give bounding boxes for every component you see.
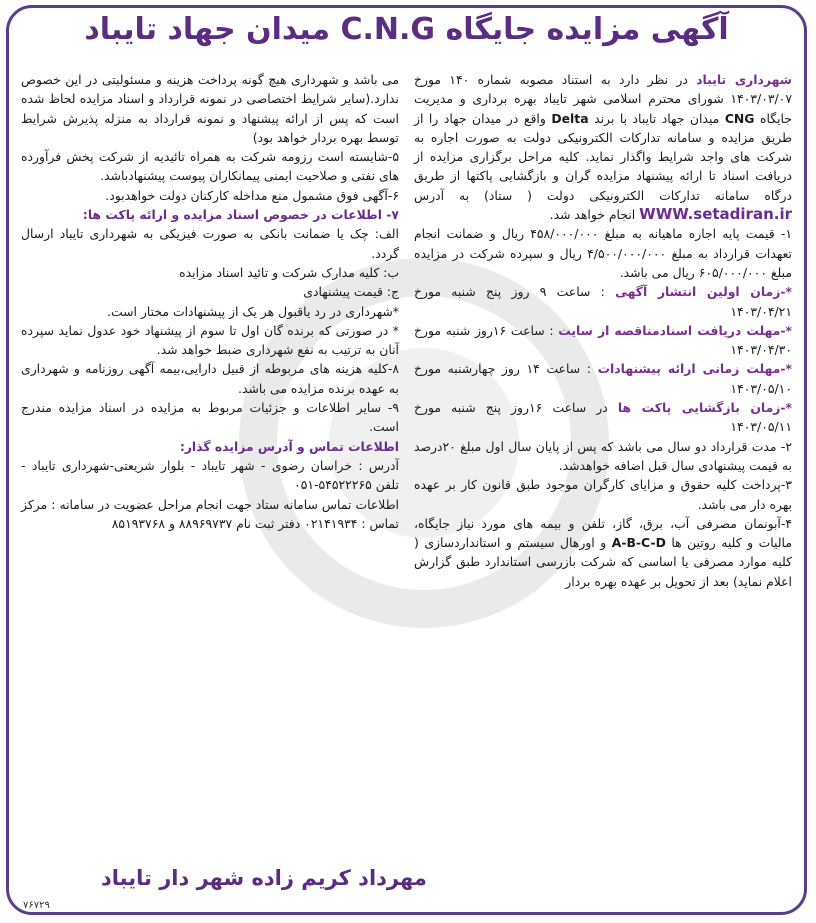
title-part2: میدان جهاد تایباد <box>84 12 331 47</box>
docs-deadline: *-مهلت دریافت اسنادمناقصه از سایت : ساعت ۱۶روز شنبه مورخ ۱۴۰۳/۰۴/۳۰ <box>414 322 792 358</box>
item-4-continued: می باشد و شهرداری هیچ گونه پرداخت هزینه و مسئولیتی در این خصوص ندارد.(سایر شرایط اختصاصی در نمونه قرارداد و اسناد مزایده لحاظ شده است که پس از ارائه پیشنهاد و نمونه قرارداد به منزله پذیرش شرایط توسط بهره بردار خواهد بود) <box>21 72 399 145</box>
item-6: ۶-آگهی فوق مشمول منع مداخله کارکنان دولت خواهدبود. <box>105 187 399 203</box>
item-4: ۴-آبونمان مصرفی آب، برق، گاز، تلفن و بیمه های مورد نیاز جایگاه، مالیات و کلیه روتین ها A-B-C-D و اورهال سیستم و استانداردسازی ( کلیه موارد مصرفی یا اساسی که شرکت بازرسی استاندارد طبق گزارش اعلام نماید) بعد از تحویل بر عهده بهره بردار <box>414 515 792 589</box>
item-7-c: ج: قیمت پیشنهادی <box>303 284 399 300</box>
left-column <box>21 70 399 533</box>
opening-time: *-زمان بازگشایی پاکت ها در ساعت ۱۶روز پنج شنبه مورخ ۱۴۰۳/۰۵/۱۱ <box>414 400 792 435</box>
note-2: * در صورتی که برنده گان اول تا سوم از پیشنهاد خود عدول نماید سپرده آنان به ترتیب به نفع شهرداری ضبط خواهد شد. <box>21 322 399 358</box>
address: آدرس : خراسان رضوی - شهر تایباد - بلوار شریعتی-شهرداری تایباد - تلفن ۵۴۵۲۲۲۶۵-۰۵۱ <box>21 457 399 493</box>
item-9: ۹- سایر اطلاعات و جزئیات مربوط به مزایده در اسناد مزایده مندرج است. <box>21 400 399 435</box>
setad-link[interactable]: WWW.setadiran.ir <box>639 205 792 224</box>
page-title <box>9 12 804 47</box>
item-1: ۱- قیمت پایه اجاره ماهیانه به مبلغ ۴۵۸/۰۰۰/۰۰۰ ریال و ضمانت انجام تعهدات قرارداد به مبلغ ۴/۵۰۰/۰۰۰/۰۰۰ ریال و سپرده شرکت در مزایده مبلغ ۶۰۵/۰۰۰/۰۰۰ ریال می باشد. <box>414 226 792 280</box>
notice-code: ۷۶۷۲۹ <box>23 900 50 911</box>
item-7-title: ۷- اطلاعات در خصوص اسناد مزایده و ارائه پاکت ها: <box>82 207 399 223</box>
contact-title: اطلاعات تماس و آدرس مزایده گذار: <box>179 438 399 454</box>
contact-info: اطلاعات تماس سامانه ستاد جهت انجام مراحل عضویت در سامانه : مرکز تماس : ۰۲۱۴۱۹۳۴ دفتر ثبت نام ۸۸۹۶۹۷۳۷ و ۸۵۱۹۳۷۶۸ <box>21 496 399 531</box>
item-8: ۸-کلیه هزینه های مربوطه از قبیل دارایی،بیمه آگهی روزنامه و شهرداری به عهده برنده مزایده می باشد. <box>21 361 399 396</box>
item-2: ۲- مدت قرارداد دو سال می باشد که پس از پایان سال اول مبلغ ۲۰درصد به قیمت پیشنهادی سال قبل اضافه خواهدشد. <box>414 438 792 473</box>
publish-time: *-زمان اولین انتشار آگهی : ساعت ۹ روز پنج شنبه مورخ ۱۴۰۳/۰۴/۲۱ <box>414 284 792 319</box>
offer-deadline: *-مهلت زمانی ارائه پیشنهادات : ساعت ۱۴ روز چهارشنبه مورخ ۱۴۰۳/۰۵/۱۰ <box>414 361 792 396</box>
title-part1: آگهی مزایده جایگاه <box>445 12 729 47</box>
note-1: *شهرداری در رد یاقبول هر یک از پیشنهادات مختار است. <box>107 303 399 319</box>
right-column <box>414 70 792 591</box>
notice-frame <box>6 5 807 915</box>
signature: مهرداد کریم زاده شهر دار تایباد <box>101 866 427 890</box>
item-7-b: ب: کلیه مدارک شرکت و تائید اسناد مزایده <box>179 264 399 280</box>
title-latin: C.N.G <box>340 12 436 47</box>
item-3: ۳-پرداخت کلیه حقوق و مزایای کارگران موجود طبق قانون کار بر عهده بهره دار می باشد. <box>414 477 792 512</box>
item-5: ۵-شایسته است رزومه شرکت به همراه تائیدیه از شرکت پخش فرآورده های نفتی و صلاحیت ایمنی پیمانکاران پیوست پیشنهادباشد. <box>21 149 399 184</box>
intro-paragraph: شهرداری تایباد در نظر دارد به استناد مصوبه شماره ۱۴۰ مورخ ۱۴۰۳/۰۳/۰۷ شورای محترم اسلامی شهر تایباد بهره برداری و مدیریت جایگاه CNG میدان جهاد تایباد با برند Delta واقع در میدان جهاد را از طریق مزایده و سامانه تدارکات الکترونیکی دولت به صورت اجاره به شرکت های واجد شرایط واگذار نماید. کلیه مراحل برگزاری مزایده از دریافت اسناد تا ارائه پیشنهاد مزایده گران و بازگشایی پاکتها از طریق درگاه سامانه تدارکات الکترونیکی دولت ( ستاد) به آدرس WWW.setadiran.ir انجام خواهد شد. <box>414 72 792 224</box>
item-7-a: الف: چک یا ضمانت بانکی به صورت فیزیکی به شهرداری تایباد ارسال گردد. <box>21 226 399 261</box>
